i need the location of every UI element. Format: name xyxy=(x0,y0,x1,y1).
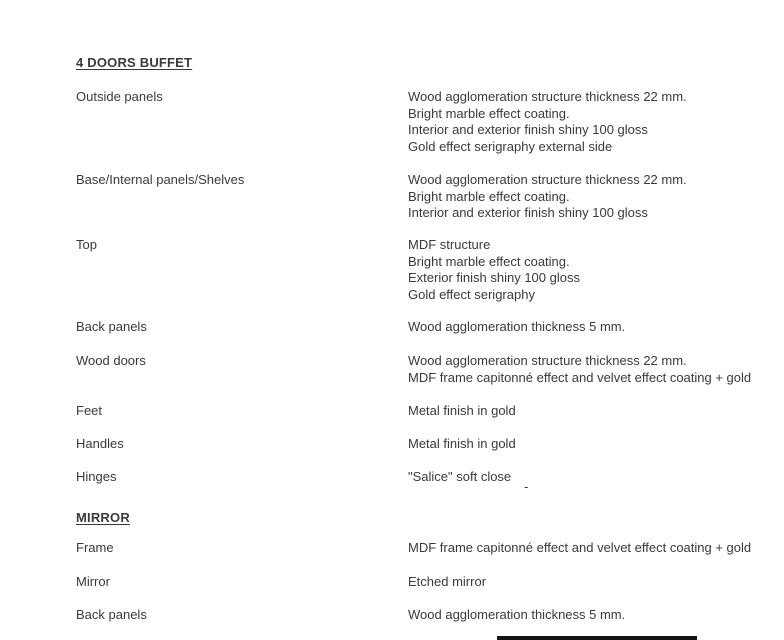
spec-value xyxy=(408,353,784,386)
spec-value-line: Metal finish in gold xyxy=(408,436,516,451)
spec-value-line: Gold effect serigraphy xyxy=(408,286,535,302)
spec-value xyxy=(408,574,784,591)
spec-value-line: Wood agglomeration structure thickness 22 mm. xyxy=(408,353,687,368)
spec-label: Back panels xyxy=(76,319,147,334)
spec-value-line: Bright marble effect coating. xyxy=(408,188,570,204)
spec-row-wood-doors xyxy=(76,353,784,386)
spec-row-mirror xyxy=(76,574,784,591)
spec-row-top xyxy=(76,237,784,303)
spec-row-hinges xyxy=(76,469,784,486)
spec-value xyxy=(408,237,784,303)
spec-label: Base/Internal panels/Shelves xyxy=(76,172,245,187)
spec-label: Hinges xyxy=(76,469,117,484)
spec-label: Outside panels xyxy=(76,89,163,104)
spec-value xyxy=(408,403,784,420)
spec-label: Handles xyxy=(76,436,124,451)
spec-row-mirror-back-panels xyxy=(76,607,784,624)
spec-value-line: Interior and exterior finish shiny 100 gloss xyxy=(408,205,648,220)
spec-value-line: MDF frame capitonné effect and velvet effect coating + gold xyxy=(408,369,752,385)
spec-label: Wood doors xyxy=(76,353,146,368)
spec-value-line: Wood agglomeration thickness 5 mm. xyxy=(408,607,626,622)
spec-value-line: Etched mirror xyxy=(408,574,487,589)
spec-value-line: Exterior finish shiny 100 gloss xyxy=(408,270,580,285)
spec-value xyxy=(408,540,784,557)
spec-row-handles xyxy=(76,436,784,453)
spec-value xyxy=(408,172,784,222)
spec-row-back-panels xyxy=(76,319,784,336)
spec-value-line: Interior and exterior finish shiny 100 gloss xyxy=(408,122,648,137)
stray-dash-mark: - xyxy=(524,479,529,494)
spec-label: Feet xyxy=(76,403,103,418)
spec-value-line: Bright marble effect coating. xyxy=(408,105,570,121)
spec-row-base-internal-panels-shelves xyxy=(76,172,784,222)
spec-value xyxy=(408,89,784,155)
spec-value-line: "Salice" soft close xyxy=(408,469,512,484)
spec-value-line: Wood agglomeration structure thickness 22 mm. xyxy=(408,89,687,104)
spec-value xyxy=(408,436,784,453)
spec-label: Mirror xyxy=(76,574,110,589)
spec-value-line: Wood agglomeration thickness 5 mm. xyxy=(408,319,626,334)
spec-label: Top xyxy=(76,237,97,252)
spec-value-line: MDF structure xyxy=(408,237,491,252)
spec-value xyxy=(408,607,784,624)
spec-label: Frame xyxy=(76,540,114,555)
spec-label: Back panels xyxy=(76,607,147,622)
spec-value xyxy=(408,469,784,486)
spec-value xyxy=(408,319,784,336)
section-heading-mirror: MIRROR xyxy=(76,510,130,525)
spec-value-line: MDF frame capitonné effect and velvet effect coating + gold xyxy=(408,540,752,555)
spec-value-line: Bright marble effect coating. xyxy=(408,253,570,269)
spec-value-line: Gold effect serigraphy external side xyxy=(408,138,613,154)
cropped-element-edge xyxy=(497,636,697,640)
spec-value-line: Metal finish in gold xyxy=(408,403,516,418)
spec-row-frame xyxy=(76,540,784,557)
spec-row-feet xyxy=(76,403,784,420)
spec-value-line: Wood agglomeration structure thickness 22 mm. xyxy=(408,172,687,187)
section-heading-4-doors-buffet: 4 DOORS BUFFET xyxy=(76,55,193,70)
spec-row-outside-panels xyxy=(76,89,784,155)
